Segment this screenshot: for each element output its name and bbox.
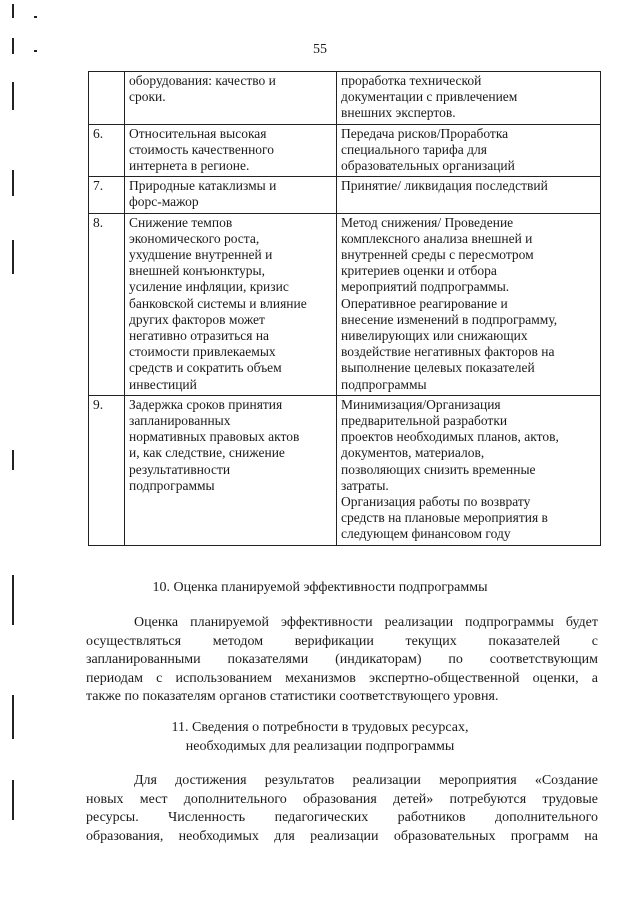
cell-text-line: комплексного анализа внешней и (341, 230, 533, 246)
row-number: 9. (89, 395, 125, 545)
cell-text-line: запланированных (129, 413, 231, 429)
paragraph-line: новых мест дополнительного образования детей» потребуются трудовые (86, 791, 598, 807)
cell-text-line: документов, материалов, (341, 445, 485, 461)
cell-text-line: образовательных организаций (341, 158, 515, 174)
cell-text-line: проработка технической (341, 73, 482, 88)
cell-text-line: предварительной разработки (341, 413, 508, 429)
risk-description-cell (125, 72, 337, 125)
cell-text-line: сроки. (129, 89, 166, 105)
table-row (89, 124, 601, 177)
cell-text-line: Природные катаклизмы и (129, 178, 277, 194)
cell-text-line: Относительная высокая (129, 125, 267, 141)
cell-text-line: внесение изменений в подпрограмму, (341, 311, 558, 327)
mitigation-measure-cell (337, 213, 601, 395)
cell-text-line: экономического роста, (129, 230, 260, 246)
cell-text-line: позволяющих снизить временные (341, 461, 536, 477)
section-11-title-line-1: 11. Сведения о потребности в трудовых ресурсах, (171, 720, 469, 735)
section-11-title-line-2: необходимых для реализации подпрограммы (185, 739, 455, 754)
mitigation-measure-cell (337, 72, 601, 125)
cell-text-line: Задержка сроков принятия (129, 396, 283, 412)
cell-text-line: следующем финансовом году (341, 526, 511, 542)
cell-text-line: специального тарифа для (341, 141, 487, 157)
cell-text-line: форс-мажор (129, 194, 199, 210)
section-11-paragraph (86, 772, 598, 846)
table-row (89, 72, 601, 125)
paragraph-line: периодам с использованием механизмов экспертно-общественной оценки, а (86, 670, 598, 686)
mitigation-measure-cell (337, 124, 601, 177)
cell-text-line: усиление инфляции, кризис (129, 279, 289, 295)
cell-text-line: средств и сократить объем (129, 360, 282, 376)
paragraph-line: ресурсы. Численность педагогических работников дополнительного (86, 810, 598, 825)
cell-text-line: интернета в регионе. (129, 158, 250, 174)
paragraph-line: Оценка планируемой эффективности реализации подпрограммы будет (134, 615, 598, 630)
cell-text-line: документации с привлечением (341, 89, 518, 105)
mitigation-measure-cell (337, 177, 601, 213)
cell-text-line: средств на плановые мероприятия в (341, 510, 548, 526)
cell-text-line: негативно отразиться на (129, 328, 270, 344)
page-number: 55 (313, 42, 327, 57)
risk-description-cell (125, 177, 337, 213)
risk-table (88, 71, 601, 546)
cell-text-line: мероприятий подпрограммы. (341, 279, 510, 295)
table-row (89, 395, 601, 545)
cell-text-line: внешней конъюнктуры, (129, 263, 265, 279)
table-row (89, 177, 601, 213)
cell-text-line: выполнение целевых показателей (341, 360, 535, 376)
paragraph-line: запланированными показателями (индикаторам) по соответствующим (86, 652, 598, 667)
cell-text-line: инвестиций (129, 376, 197, 392)
cell-text-line: подпрограммы (341, 376, 427, 392)
cell-text-line: Передача рисков/Проработка (341, 125, 509, 141)
cell-text-line: стоимость качественного (129, 141, 274, 157)
cell-text-line: нивелирующих или снижающих (341, 328, 528, 344)
cell-text-line: Принятие/ ликвидация последствий (341, 178, 548, 194)
row-number: 7. (89, 177, 125, 213)
risk-description-cell (125, 395, 337, 545)
table-row (89, 213, 601, 395)
mitigation-measure-cell (337, 395, 601, 545)
cell-text-line: Оперативное реагирование и (341, 295, 508, 311)
cell-text-line: Метод снижения/ Проведение (341, 214, 514, 230)
paragraph-line: также по показателям органов статистики соответствующего уровня. (86, 689, 499, 704)
paragraph-line: образования, необходимых для реализации образовательных программ на (86, 828, 598, 844)
cell-text-line: Минимизация/Организация (341, 396, 501, 412)
cell-text-line: нормативных правовых актов (129, 429, 300, 445)
section-10-title: 10. Оценка планируемой эффективности подпрограммы (152, 580, 488, 595)
cell-text-line: критериев оценки и отбора (341, 263, 497, 279)
cell-text-line: стоимости привлекаемых (129, 344, 276, 360)
cell-text-line: внешних экспертов. (341, 105, 456, 121)
paragraph-line: осуществляться методом верификации текущих показателей с (86, 633, 598, 649)
cell-text-line: ухудшение внутренней и (129, 247, 273, 263)
cell-text-line: Снижение темпов (129, 214, 233, 230)
cell-text-line: и, как следствие, снижение (129, 445, 285, 461)
cell-text-line: подпрограммы (129, 477, 215, 493)
cell-text-line: других факторов может (129, 311, 265, 327)
section-10-paragraph (86, 614, 598, 707)
cell-text-line: банковской системы и влияние (129, 295, 307, 311)
cell-text-line: результативности (129, 461, 231, 477)
paragraph-line: Для достижения результатов реализации мероприятия «Создание (134, 773, 598, 788)
risk-description-cell (125, 213, 337, 395)
row-number: 8. (89, 213, 125, 395)
cell-text-line: внутренней среды с пересмотром (341, 247, 534, 263)
cell-text-line: воздействие негативных факторов на (341, 344, 555, 360)
cell-text-line: оборудования: качество и (129, 73, 276, 88)
row-number: 6. (89, 124, 125, 177)
row-number (89, 72, 125, 125)
cell-text-line: проектов необходимых планов, актов, (341, 429, 559, 445)
cell-text-line: затраты. (341, 477, 389, 493)
cell-text-line: Организация работы по возврату (341, 494, 531, 510)
risk-description-cell (125, 124, 337, 177)
